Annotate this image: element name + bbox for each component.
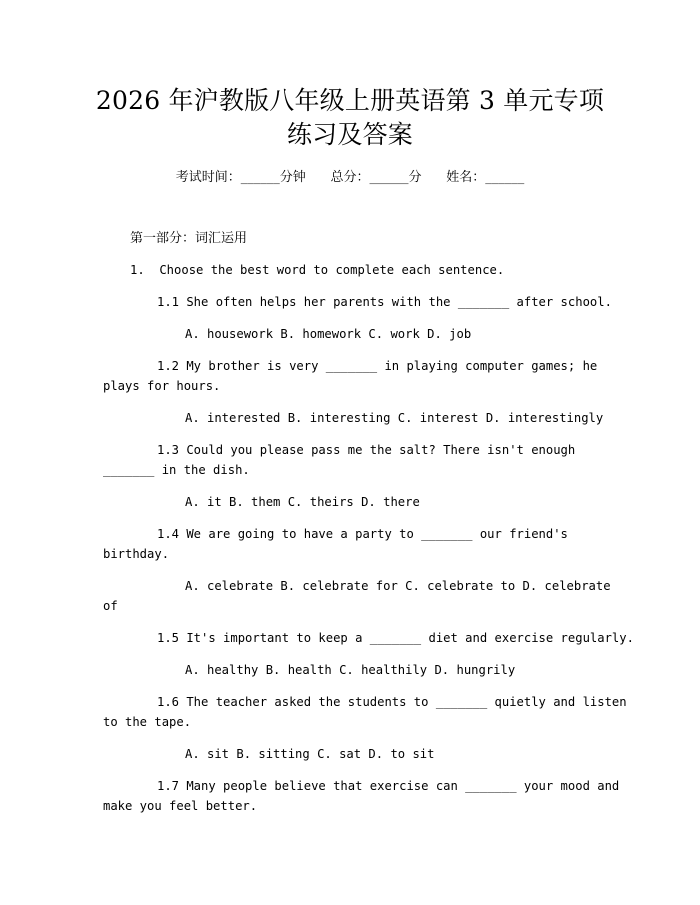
question-1-4-continued: birthday. (103, 547, 170, 561)
question-1-3-options: A. it B. them C. theirs D. there (185, 495, 420, 509)
question-1-5-options: A. healthy B. health C. healthily D. hungrily (185, 663, 516, 677)
question-1-1: 1.1 She often helps her parents with the _______ after school. (157, 295, 612, 309)
question-1-6-continued: to the tape. (103, 715, 192, 729)
question-1-2-options: A. interested B. interesting C. interest D. interestingly (185, 411, 604, 425)
question-1-1-options: A. housework B. homework C. work D. job (185, 327, 472, 341)
question-1-4-options: A. celebrate B. celebrate for C. celebrate to D. celebrate (185, 579, 611, 593)
exam-info-text: 考试时间：______分钟 总分：______分 姓名：______ (175, 170, 525, 185)
question-1-7-continued: make you feel better. (103, 799, 258, 813)
question-1-4: 1.4 We are going to have a party to _______ our friend's (157, 527, 568, 541)
instruction-text: 1. Choose the best word to complete each sentence. (130, 263, 505, 277)
question-1-3: 1.3 Could you please pass me the salt? There isn't enough (157, 443, 576, 457)
question-1-2: 1.2 My brother is very _______ in playing computer games; he (157, 359, 598, 373)
question-1-3-continued: _______ in the dish. (103, 463, 250, 477)
exam-info-line (0, 169, 700, 187)
section-title: 第一部分：词汇运用 (130, 231, 248, 246)
question-1-7: 1.7 Many people believe that exercise can _______ your mood and (157, 779, 620, 793)
question-1-5: 1.5 It's important to keep a _______ diet and exercise regularly. (157, 631, 634, 645)
question-1-2-continued: plays for hours. (103, 379, 221, 393)
document-title-line-2: 练习及答案 (286, 120, 413, 149)
question-1-6-options: A. sit B. sitting C. sat D. to sit (185, 747, 435, 761)
question-1-4-options-continued: of (103, 599, 118, 613)
document-title-line-1: 2026 年沪教版八年级上册英语第 3 单元专项 (95, 86, 605, 115)
question-1-6: 1.6 The teacher asked the students to _______ quietly and listen (157, 695, 627, 709)
